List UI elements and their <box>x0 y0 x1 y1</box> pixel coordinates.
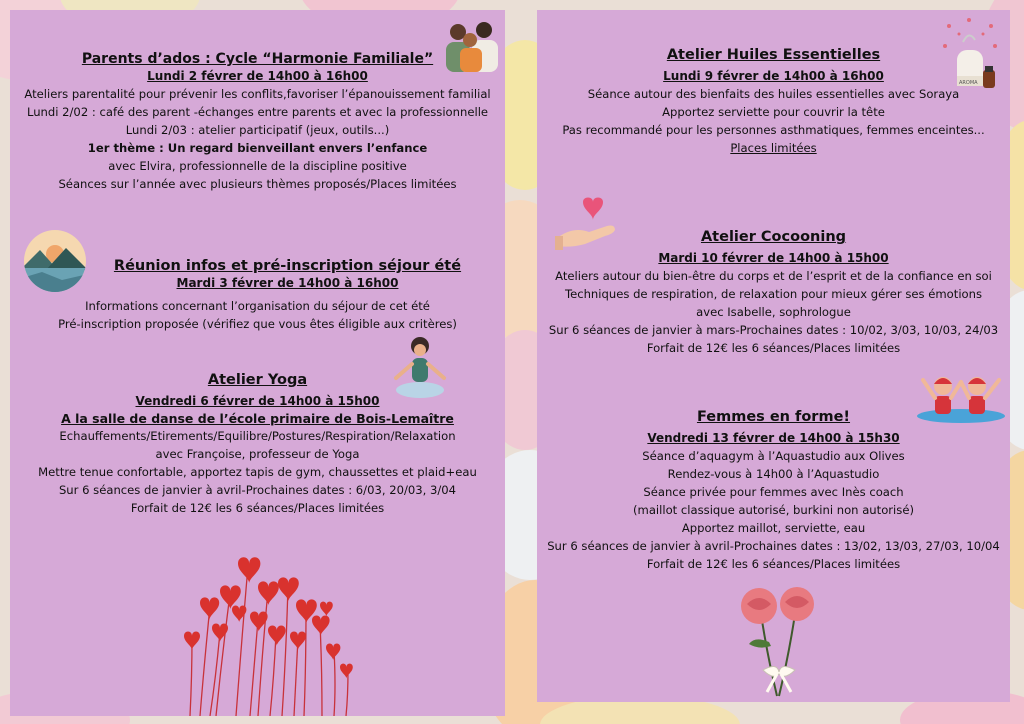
parents-line: Séances sur l’année avec plusieurs thèmes proposés/Places limitées <box>58 177 457 191</box>
parents-title: Parents d’ados : Cycle “Harmonie Familiale” <box>81 51 434 67</box>
parents-line: Lundi 2/03 : atelier participatif (jeux, outils...) <box>125 123 390 137</box>
huiles-line: Apportez serviette pour couvrir la tête <box>662 105 885 119</box>
huiles-title: Atelier Huiles Essentielles <box>666 47 881 63</box>
yoga-date: Vendredi 6 févrer de 14h00 à 15h00 <box>135 394 380 408</box>
huiles-date: Lundi 9 févrer de 14h00 à 16h00 <box>663 69 884 83</box>
hearts-illustration <box>170 546 370 720</box>
yoga-line: avec Françoise, professeur de Yoga <box>155 447 360 461</box>
reunion-date: Mardi 3 févrer de 14h00 à 16h00 <box>176 276 399 290</box>
reunion-line: Informations concernant l’organisation du séjour de cet été <box>85 299 430 313</box>
roses-bouquet-illustration <box>733 584 823 706</box>
femmes-title: Femmes en forme! <box>696 409 851 425</box>
parents-theme: 1er thème : Un regard bienveillant envers l’enfance <box>87 141 428 155</box>
femmes-line: (maillot classique autorisé, burkini non autorisé) <box>633 503 914 517</box>
parents-line: avec Elvira, professionnelle de la discipline positive <box>108 159 407 173</box>
yoga-title: Atelier Yoga <box>207 372 308 388</box>
huiles-places: Places limitées <box>730 141 817 155</box>
reunion-line: Pré-inscription proposée (vérifiez que vous êtes éligible aux critères) <box>58 317 457 331</box>
cocooning-section <box>537 228 1010 357</box>
femmes-line: Séance privée pour femmes avec Inès coach <box>643 485 904 499</box>
cocooning-line: Techniques de respiration, de relaxation pour mieux gérer ses émotions <box>564 287 983 301</box>
cocooning-date: Mardi 10 févrer de 14h00 à 15h00 <box>658 251 889 265</box>
yoga-line: Echauffements/Etirements/Equilibre/Postures/Respiration/Relaxation <box>59 429 456 443</box>
huiles-section <box>537 46 1010 157</box>
yoga-line: Forfait de 12€ les 6 séances/Places limitées <box>130 501 385 515</box>
cocooning-line: Sur 6 séances de janvier à mars-Prochaines dates : 10/02, 3/03, 10/03, 24/03 <box>548 323 999 337</box>
cocooning-line: Forfait de 12€ les 6 séances/Places limitées <box>646 341 901 355</box>
reunion-text <box>10 297 505 333</box>
femmes-line: Forfait de 12€ les 6 séances/Places limitées <box>646 557 901 571</box>
yoga-place: A la salle de danse de l’école primaire de Bois-Lemaître <box>61 411 454 426</box>
huiles-line: Séance autour des bienfaits des huiles essentielles avec Soraya <box>587 87 960 101</box>
parents-line: Lundi 2/02 : café des parent -échanges entre parents et avec la professionnelle <box>26 105 489 119</box>
reunion-title: Réunion infos et pré-inscription séjour été <box>113 258 462 274</box>
parents-line: Ateliers parentalité pour prévenir les conflits,favoriser l’épanouissement familial <box>24 87 491 101</box>
femmes-line: Rendez-vous à 14h00 à l’Aquastudio <box>667 467 880 481</box>
huiles-line: Pas recommandé pour les personnes asthmatiques, femmes enceintes... <box>562 123 985 137</box>
yoga-line: Mettre tenue confortable, apportez tapis de gym, chaussettes et plaid+eau <box>38 465 477 479</box>
femmes-line: Apportez maillot, serviette, eau <box>681 521 866 535</box>
left-flyer-panel <box>10 10 505 716</box>
right-flyer-panel <box>537 10 1010 702</box>
parents-date: Lundi 2 févrer de 14h00 à 16h00 <box>147 69 368 83</box>
cocooning-title: Atelier Cocooning <box>700 229 847 245</box>
reunion-section <box>70 257 505 292</box>
yoga-line: Sur 6 séances de janvier à avril-Prochaines dates : 6/03, 20/03, 3/04 <box>58 483 457 497</box>
yoga-section <box>10 371 505 517</box>
femmes-date: Vendredi 13 févrer de 14h00 à 15h30 <box>647 431 900 445</box>
femmes-line: Sur 6 séances de janvier à avril-Prochaines dates : 13/02, 13/03, 27/03, 10/04 <box>547 539 1000 553</box>
cocooning-line: avec Isabelle, sophrologue <box>696 305 851 319</box>
femmes-line: Séance d’aquagym à l’Aquastudio aux Olives <box>642 449 905 463</box>
femmes-section <box>537 408 1010 573</box>
aroma-label: AROMA <box>959 80 978 86</box>
cocooning-line: Ateliers autour du bien-être du corps et de l’esprit et de la confiance en soi <box>555 269 992 283</box>
parents-section <box>10 50 505 193</box>
